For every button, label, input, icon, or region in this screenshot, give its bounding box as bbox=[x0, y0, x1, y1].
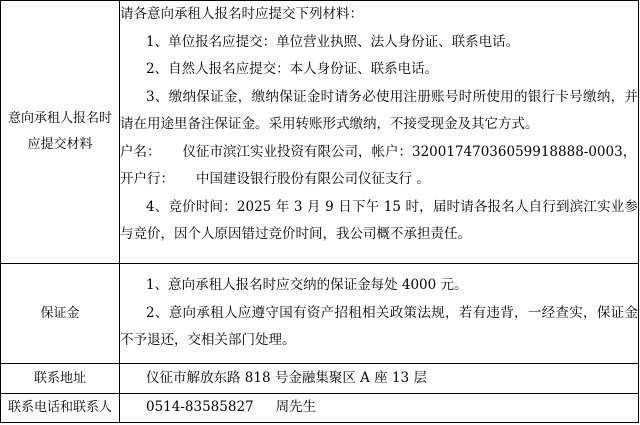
address-content bbox=[120, 364, 639, 394]
contact-value bbox=[120, 394, 638, 422]
deposit-item-1: 1、意向承租人报名时应交纳的保证金每处 4000 元。 bbox=[146, 277, 468, 294]
bank-line bbox=[120, 166, 638, 194]
deposit-content bbox=[120, 264, 639, 364]
materials-label bbox=[1, 1, 120, 264]
address-label: 联系地址 bbox=[1, 364, 120, 394]
deposit-label: 保证金 bbox=[1, 264, 120, 364]
materials-label-line2: 应提交材料 bbox=[27, 137, 93, 152]
materials-item-3: 3、缴纳保证金，缴纳保证金时请务必使用注册账号时所使用的银行卡号缴纳，并请在用途里备注保证金。采用转账形式缴纳，不接受现金及其它方式。 bbox=[120, 88, 638, 132]
contact-content bbox=[120, 394, 639, 423]
account-name-label: 户名： bbox=[120, 143, 161, 160]
materials-item-2: 2、自然人报名应提交：本人身份证、联系电话。 bbox=[146, 61, 439, 77]
contact-person: 周先生 bbox=[275, 399, 317, 416]
address-row bbox=[1, 364, 639, 394]
contact-phone: 0514-83585827 bbox=[146, 399, 254, 416]
deposit-item-2: 2、意向承租人应遵守国有资产招租相关政策法规，若有违背，一经查实，保证金不予退还，交相关部门处理。 bbox=[120, 304, 638, 349]
materials-row bbox=[1, 1, 639, 264]
contact-label: 联系电话和联系人 bbox=[1, 394, 120, 423]
materials-intro: 请各意向承租人报名时应提交下列材料： bbox=[120, 6, 363, 22]
account-name: 仪征市滨江实业投资有限公司， bbox=[182, 143, 372, 160]
account-no: 32001747036059918888-0003， bbox=[412, 143, 637, 160]
bank-label: 开户行： bbox=[120, 171, 174, 187]
bank-name: 中国建设银行股份有限公司仪征支行 。 bbox=[196, 171, 430, 187]
account-no-label: 帐户： bbox=[371, 143, 412, 160]
materials-item-1: 1、单位报名应提交：单位营业执照、法人身份证、联系电话。 bbox=[146, 33, 520, 50]
materials-content bbox=[120, 1, 639, 264]
materials-label-line1: 意向承租人报名时 bbox=[7, 111, 112, 126]
account-line bbox=[120, 139, 638, 167]
contact-row bbox=[1, 394, 639, 423]
deposit-row bbox=[1, 264, 639, 364]
materials-item-4: 4、竞价时间：2025 年 3 月 9 日下午 15 时，届时请各报名人自行到滨江实业参与竞价，因个人原因错过竞价时间，我公司概不承担责任。 bbox=[120, 198, 638, 242]
address-value: 仪征市解放东路 818 号金融集聚区 A 座 13 层 bbox=[146, 369, 427, 386]
